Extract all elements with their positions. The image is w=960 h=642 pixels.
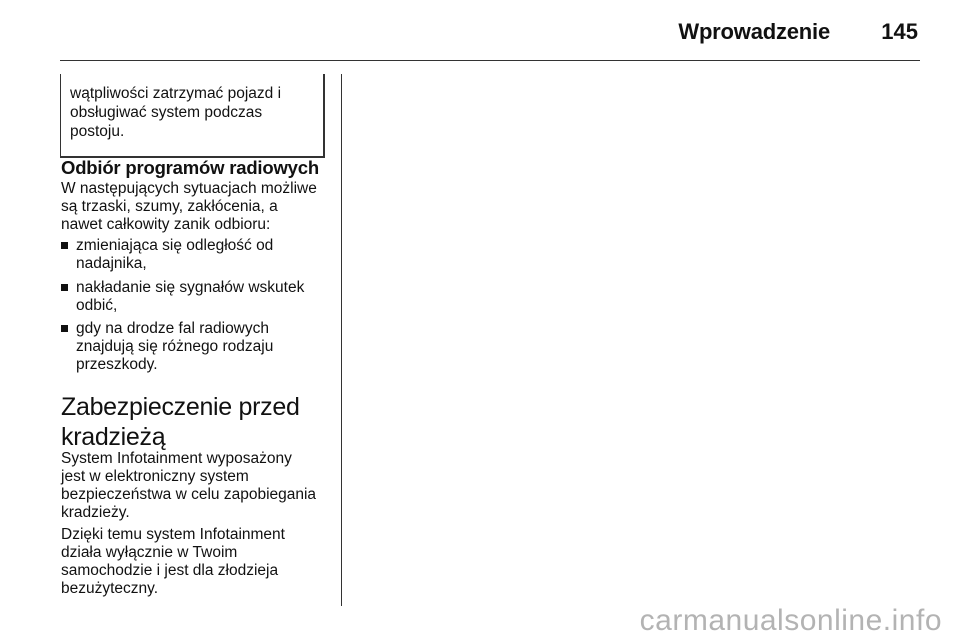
paragraph-line: są trzaski, szumy, zakłócenia, a: [61, 198, 278, 215]
note-line: wątpliwości zatrzymać pojazd i: [70, 85, 282, 102]
radio-reception-heading: Odbiór programów radiowych: [61, 157, 319, 178]
column-divider: [341, 74, 342, 606]
paragraph-line: nawet całkowity zanik odbioru:: [61, 216, 271, 233]
antitheft-paragraph-1: [61, 450, 336, 522]
paragraph-line: bezużyteczny.: [61, 580, 159, 597]
antitheft-heading: [61, 392, 300, 452]
warning-note-box: [60, 74, 325, 158]
page-header: [0, 0, 960, 60]
section-title: Wprowadzenie: [678, 19, 830, 44]
bullet-square-icon: [61, 284, 68, 291]
bullet-square-icon: [61, 242, 68, 249]
page-number: 145: [881, 19, 918, 44]
paragraph-line: działa wyłącznie w Twoim: [61, 544, 238, 561]
header-divider: [60, 60, 920, 61]
paragraph-line: samochodzie i jest dla złodzieja: [61, 562, 279, 579]
paragraph-line: System Infotainment wyposażony: [61, 450, 292, 467]
bullet-line: zmieniająca się odległość od: [76, 237, 274, 254]
heading-line: kradzieżą: [61, 423, 166, 451]
bullet-line: gdy na drodze fal radiowych: [76, 320, 270, 337]
antitheft-paragraph-2: [61, 526, 336, 598]
watermark: carmanualsonline.info: [639, 604, 942, 637]
paragraph-line: bezpieczeństwa w celu zapobiegania: [61, 486, 317, 503]
bullet-line: nakładanie się sygnałów wskutek: [76, 279, 305, 296]
note-line: postoju.: [70, 123, 125, 140]
paragraph-line: W następujących sytuacjach możliwe: [61, 180, 317, 197]
bullet-square-icon: [61, 325, 68, 332]
bullet-line: przeszkody.: [76, 356, 158, 373]
note-line: obsługiwać system podczas: [70, 104, 263, 121]
bullet-line: nadajnika,: [76, 255, 147, 272]
radio-intro-paragraph: [61, 180, 336, 234]
heading-line: Zabezpieczenie przed: [61, 393, 300, 421]
paragraph-line: jest w elektroniczny system: [61, 468, 249, 485]
bullet-line: znajdują się różnego rodzaju: [76, 338, 274, 355]
paragraph-line: Dzięki temu system Infotainment: [61, 526, 285, 543]
paragraph-line: kradzieży.: [61, 504, 130, 521]
bullet-line: odbić,: [76, 297, 118, 314]
